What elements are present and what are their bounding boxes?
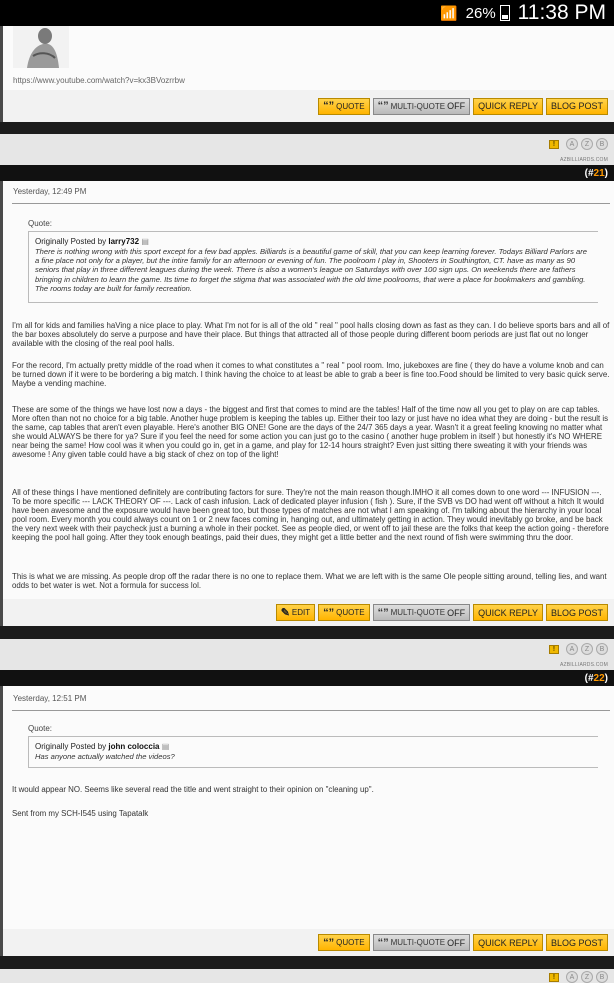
blog-post-button[interactable]: BLOG POST [546, 604, 608, 621]
quote-label: QUOTE [336, 101, 365, 111]
quote-button[interactable]: “” QUOTE [318, 604, 369, 621]
battery-percent: 26% [465, 4, 496, 22]
edit-button[interactable] [276, 604, 315, 621]
quick-reply-button[interactable]: QUICK REPLY [473, 98, 543, 115]
post-paragraph: I'm all for kids and families haVing a nice place to play. What I'm not for is all of the old " real " pool halls closing down as fast as they can. I do believe sports bars and all of the bar boxes absolutely do serve a purpose and have their place. But things that attracted all of those people during different boom periods are just flat out no longer available with the closing of the real pool halls. [12, 321, 610, 349]
blog-post-button[interactable]: BLOG POST [546, 934, 608, 951]
post-actions-21 [0, 599, 614, 626]
multiquote-button[interactable]: “” MULTI-QUOTE OFF [373, 98, 471, 115]
quote-text: There is nothing wrong with this sport except for a few bad apples. Billiards is a beautiful game of skill, that you can keep learning forever. Todays Billiard Parlors are a fine place not only for a player, but the intire family for an afternoon or evening of fun. The poolroom I play in, Shooters in Southington, CT. have as many as 90 seniors that play in three different leagues during the week. There is also a women's league on Saturdays with over 100 sign ups. On weekends there are fathers bringing in children to learn the game. Its time to forget the stigma that was associated with the old time poolrooms, that were a place for bookmakers and gambling. The rooms today are built for family recreation. [35, 247, 587, 293]
circle-a-icon[interactable]: A [566, 138, 578, 150]
circle-a-icon[interactable]: A [566, 643, 578, 655]
brand-label: AZBILLIARDS.COM [559, 662, 608, 668]
circle-b-icon[interactable]: B [596, 643, 608, 655]
post-header-21 [0, 134, 614, 165]
circle-z-icon[interactable]: Z [581, 643, 593, 655]
quote-heading: Quote: [28, 724, 53, 733]
multiquote-label: MULTI-QUOTE [390, 938, 446, 947]
post-header-next [0, 969, 614, 983]
post-body-21 [0, 181, 614, 599]
quote-attribution: Originally Posted by larry732 ▤ [35, 237, 149, 246]
multiquote-button[interactable]: “” MULTI-QUOTE OFF [373, 934, 471, 951]
post-actions-previous [0, 90, 614, 122]
report-icon[interactable]: ! [549, 645, 559, 654]
post-paragraph: It would appear NO. Seems like several read the title and went straight to their opinion on "cleaning up". [12, 785, 374, 794]
post-separator [0, 122, 614, 134]
circle-b-icon[interactable]: B [596, 138, 608, 150]
post-date: Yesterday, 12:49 PM [13, 187, 87, 196]
post-number-21[interactable]: (#21) [584, 168, 608, 179]
post-number-bar-21 [0, 165, 614, 181]
divider [12, 710, 610, 711]
quote-text: Has anyone actually watched the videos? [35, 752, 175, 761]
quote-box [28, 736, 598, 768]
post-separator [0, 626, 614, 639]
quote-author[interactable]: john coloccia [108, 742, 160, 751]
view-post-icon[interactable]: ▤ [141, 237, 149, 246]
view-post-icon[interactable]: ▤ [161, 742, 170, 751]
circle-b-icon[interactable]: B [596, 971, 608, 983]
quote-label: QUOTE [336, 938, 365, 947]
post-paragraph: All of these things I have mentioned definitely are contributing factors for sure. They're not the main reason though.IMHO it all comes down to one word --- INFUSION ---. To be more specific --- LACK THEORY OF ---. Lack of cash infusion. Lack of dedicated player infusion ( fish ). Sure, if the SVB vs DO had went off without a hitch It would have been awesome and the exposure would have been great too, but those types of matches are not what I am speaking of. I'm talking about the hierarchy in your local pool room. Every month you could always count on 1 or 2 new faces coming in, hanging out, and ultimately getting in action. They would inevitably go broke, and be back the very next week with their paycheck just a burning a whole in their pocket. See as people died, or went off to jail these are the folks that keep the action going - therefore keeping the pool hall going. After they took enough beatings, paid their dues, they might get a little better and the next round of fish were swimming thru the door. [12, 488, 609, 543]
brand-label: AZBILLIARDS.COM [559, 157, 608, 163]
report-icon[interactable]: ! [549, 140, 559, 149]
post-separator [0, 956, 614, 969]
post-number-22[interactable]: (#22) [584, 673, 608, 684]
multiquote-label: MULTI-QUOTE [390, 608, 446, 617]
post-actions-22 [0, 929, 614, 956]
battery-icon [500, 5, 510, 21]
multiquote-button[interactable]: “” MULTI-QUOTE OFF [373, 604, 471, 621]
report-icon[interactable]: ! [549, 973, 559, 982]
wifi-icon: 📶 [440, 4, 458, 21]
edit-label: EDIT [291, 608, 311, 617]
multiquote-state: OFF [447, 101, 466, 111]
pencil-icon: ✎ [280, 607, 290, 619]
divider [12, 203, 610, 204]
quote-button[interactable]: “” QUOTE [318, 98, 369, 115]
quote-label: QUOTE [336, 608, 365, 617]
clock: 11:38 PM [517, 1, 606, 24]
post-tools-21 [549, 138, 608, 150]
multiquote-state: OFF [447, 937, 466, 948]
quote-attribution: Originally Posted by john coloccia ▤ [35, 742, 170, 751]
circle-z-icon[interactable]: Z [581, 971, 593, 983]
post-tools-next [549, 971, 608, 983]
post-number-bar-22 [0, 670, 614, 686]
post-paragraph: This is what we are missing. As people drop off the radar there is no one to replace them. What we are left with is the same Ole people sitting around, telling lies, and want odds to bet water is wet. Not a formula for success lol. [12, 572, 607, 591]
avatar[interactable] [13, 26, 69, 68]
quote-box [28, 231, 598, 303]
post-body-22 [0, 686, 614, 929]
quote-author[interactable]: larry732 [108, 237, 140, 246]
status-bar [0, 0, 614, 26]
post-paragraph: These are some of the things we have lost now a days - the biggest and first that comes to mind are the tables! Half of the time now all you get to play on are cap tables. More often than not no choice for a big table. Another huge problem is keeping the tables up. Either their too lazy or just have no idea what they are doing - but the result is the same, cap tables that aren't even playable. Here's another BIG ONE! Gone are the days of the 24/7 365 days a year. Wasn't it a great feeling knowing no matter what she would ALWAYS be there for ya? Sure if you feel the need for some action you can just go to the casino ( another huge problem in itself ) but honestly it's NO WHERE near being the same! How cool was it when you could go in, get in a game, and play for 12-14 hours straight? Even just sitting there sweating it with your friends was awesome ! Any given table could have a big stack of chez on top of the light! [12, 405, 609, 460]
post-body-previous [0, 26, 614, 90]
circle-z-icon[interactable]: Z [581, 138, 593, 150]
post-signature: Sent from my SCH-I545 using Tapatalk [12, 809, 149, 818]
post-header-22 [0, 639, 614, 670]
quick-reply-button[interactable]: QUICK REPLY [473, 934, 543, 951]
quote-button[interactable]: “” QUOTE [318, 934, 369, 951]
multiquote-label: MULTI-QUOTE [390, 101, 446, 111]
post-paragraph: For the record, I'm actually pretty middle of the road when it comes to what constitutes a " real " pool room. Imo, jukeboxes are fine ( they do have a volume knob and can be turned down if it were to be bordering a big match. I think having the choice to at least be able to grab a beer is fine too.Food should be limited to very basic quick serve. Maybe a vending machine. [12, 361, 610, 389]
blog-post-button[interactable]: BLOG POST [546, 98, 608, 115]
quick-reply-button[interactable]: QUICK REPLY [473, 604, 543, 621]
quote-heading: Quote: [28, 219, 53, 228]
multiquote-state: OFF [447, 607, 466, 618]
post-tools-22 [549, 643, 608, 655]
circle-a-icon[interactable]: A [566, 971, 578, 983]
post-date: Yesterday, 12:51 PM [13, 694, 87, 703]
youtube-link[interactable]: https://www.youtube.com/watch?v=kx3BVozrrbw [13, 76, 185, 85]
